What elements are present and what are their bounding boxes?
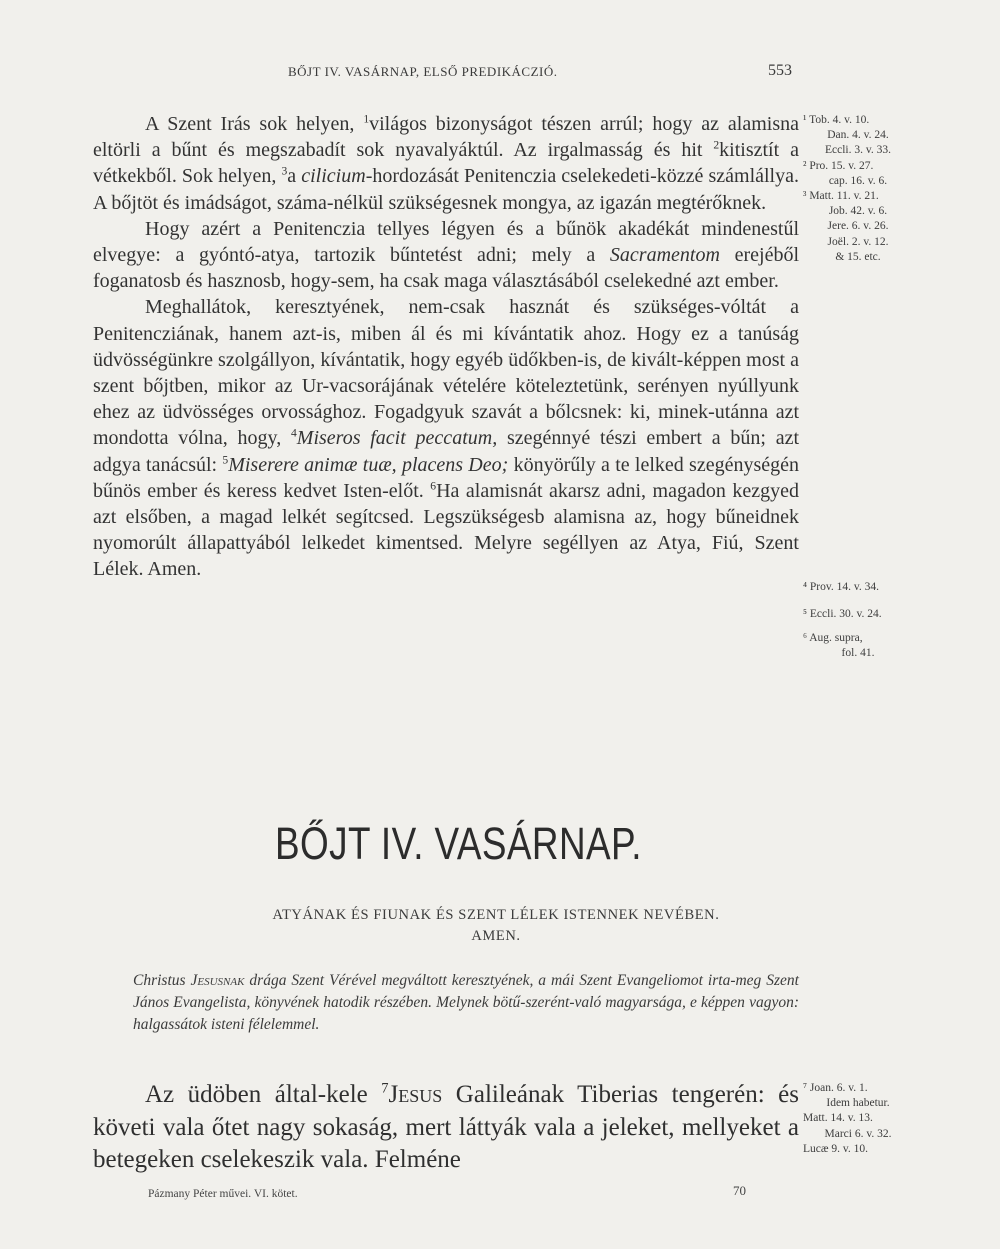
margin-note: Lucæ 9. v. 10. xyxy=(803,1142,869,1155)
text-run: erejéből foganatosb és hasznosb, hogy-sem, ha csak maga választásából cselekedné azt ember. xyxy=(93,244,800,293)
margin-note-group xyxy=(803,1081,913,1157)
gospel-text xyxy=(93,1079,799,1177)
text-run: szegénnyé tészi embert a bűn; azt adgya tanácsúl: xyxy=(93,427,800,476)
paragraph-1 xyxy=(93,111,799,216)
running-head: BŐJT IV. VASÁRNAP, ELSŐ PREDIKÁCZIÓ. xyxy=(288,64,558,79)
margin-note: cap. 16. v. 6. xyxy=(828,174,888,187)
invocation-line: AMEN. xyxy=(471,928,521,944)
text-run: Galileának Tiberias tengerén: és követi vala őtet nagy sokaság, mert láttyák vala a jeleket, mellyeket a betegeken cselekeszik vala. Felméne xyxy=(93,1081,800,1173)
footnote-marker-3: 3 xyxy=(281,164,288,178)
margin-note: ⁷ Joan. 6. v. 1. xyxy=(803,1082,868,1094)
paragraph-3 xyxy=(93,294,799,582)
text-run: Meghallátok, keresztyének, nem-csak hasznát és szükséges-vóltát a Penitencziának, hanem azt-is, miben ál és mi kívántatik ahoz. Hogy ez a tanúság üdvösségünkre szolgállyon, kívántatik, hogy egyéb üdőkben-is, de kivált-képpen most a szent bőjtben, mikor az Ur-vacsorájának vételére köteleztetünk, serényen nyúllyunk ehez az üdvösséges orvossághoz. Fogadgyuk szavát a bőlcsnek: ki, minek-utánna azt mondotta vólna, hogy, xyxy=(93,296,799,450)
text-run: könyörűly a te lelked szegénységén bűnös ember és keress kedvet Isten-előt. xyxy=(93,453,799,502)
text-run: Christus xyxy=(133,972,191,989)
margin-note: Dan. 4. v. 24. xyxy=(827,129,889,142)
text-run: Ha alamisnát akarsz adni, magadon kezgyed azt elsőben, a magad lelkét segítcsed. Legszükségesb alamisna az, hogy bűneidnek nyomorúlt állapattyából lelkedet kimentsed. Melyre segéllyen az Atya, Fiú, Szent Lélek. Amen. xyxy=(93,479,799,581)
main-text-column xyxy=(93,111,799,583)
margin-note: Matt. 14. v. 13. xyxy=(803,1112,873,1125)
section-title: BŐJT IV. VASÁRNAP. xyxy=(274,818,642,869)
latin-quote: Miserere animæ tuæ, placens Deo; xyxy=(228,453,509,476)
footnote-marker-4: 4 xyxy=(290,426,297,440)
text-run: A Szent Irás sok helyen, xyxy=(145,113,364,135)
name-small-caps: Jesus xyxy=(388,1081,443,1108)
margin-note: Joël. 2. v. 12. xyxy=(827,235,889,248)
signature-mark: 70 xyxy=(733,1183,746,1198)
margin-note: Job. 42. v. 6. xyxy=(828,205,888,218)
margin-note: ³ Matt. 11. v. 21. xyxy=(803,190,879,203)
latin-term: cilicium xyxy=(301,165,366,188)
footnote-marker-1: 1 xyxy=(363,112,370,126)
gospel-paragraph xyxy=(93,1079,799,1177)
margin-note-group xyxy=(803,580,913,622)
margin-note: Idem habetur. xyxy=(826,1097,890,1110)
page-number: 553 xyxy=(768,62,792,79)
margin-note: Marci 6. v. 32. xyxy=(824,1127,892,1140)
text-run: a xyxy=(287,165,302,188)
margin-note: & 15. etc. xyxy=(835,250,881,263)
name-small-caps: Jesusnak xyxy=(190,972,245,989)
margin-note: ² Pro. 15. v. 27. xyxy=(803,159,874,172)
gospel-introduction xyxy=(133,970,799,1035)
invocation xyxy=(90,905,902,947)
text-run: kitisztít a vétkekből. Sok helyen, xyxy=(93,139,799,188)
margin-note: ⁶ Aug. supra, xyxy=(803,632,863,644)
margin-note: Eccli. 3. v. 33. xyxy=(824,144,891,157)
publication-footer: Pázmany Péter művei. VI. kötet. xyxy=(148,1188,298,1200)
margin-note: ⁴ Prov. 14. v. 34. xyxy=(803,581,879,593)
invocation-line: ATYÁNAK ÉS FIUNAK ÉS SZENT LÉLEK ISTENNEK NEVÉBEN. xyxy=(272,907,720,923)
margin-note: ¹ Tob. 4. v. 10. xyxy=(803,114,870,126)
margin-note: fol. 41. xyxy=(841,647,875,660)
margin-note: ⁵ Eccli. 30. v. 24. xyxy=(803,608,882,621)
text-run: -hordozását Penitenczia cselekedeti-közzé számlállya. A bőjtöt és imádságot, száma-nélkül szükségesnek mongya, az igazán megtérőknek. xyxy=(93,165,799,214)
latin-quote: Miseros facit peccatum, xyxy=(296,427,498,450)
text-run: drága Szent Vérével megváltott keresztyének, a mái Szent Evangeliomot irta-meg Szent János Evangelista, könyvének hatodik részében. Melynek bötű-szerént-való magyarsága, e képpen vagyon: halgassátok isteni félelemmel. xyxy=(133,972,799,1033)
margin-note-group xyxy=(803,113,913,265)
margin-note: Jere. 6. v. 26. xyxy=(827,220,889,233)
margin-note-group xyxy=(803,629,913,661)
text-run: Az üdöben által-kele xyxy=(145,1081,382,1108)
footnote-marker-2: 2 xyxy=(713,138,720,152)
footnote-marker-5: 5 xyxy=(222,453,229,467)
latin-term: Sacramentom xyxy=(609,244,720,267)
footnote-marker-6: 6 xyxy=(430,479,437,493)
text-run: világos bizonyságot tészen arrúl; hogy az alamisna eltörli a bűnt és megszabadít sok nyavalyáktúl. Az irgalmasság és hit xyxy=(93,113,799,162)
footnote-marker-7: 7 xyxy=(381,1080,389,1097)
text-run: Hogy azért a Penitenczia tellyes légyen és a bűnök akadékát mindenestűl elvegye: a gyóntó-atya, tartozik bűntetést adni; mely a xyxy=(93,217,799,267)
paragraph-2 xyxy=(93,216,799,295)
